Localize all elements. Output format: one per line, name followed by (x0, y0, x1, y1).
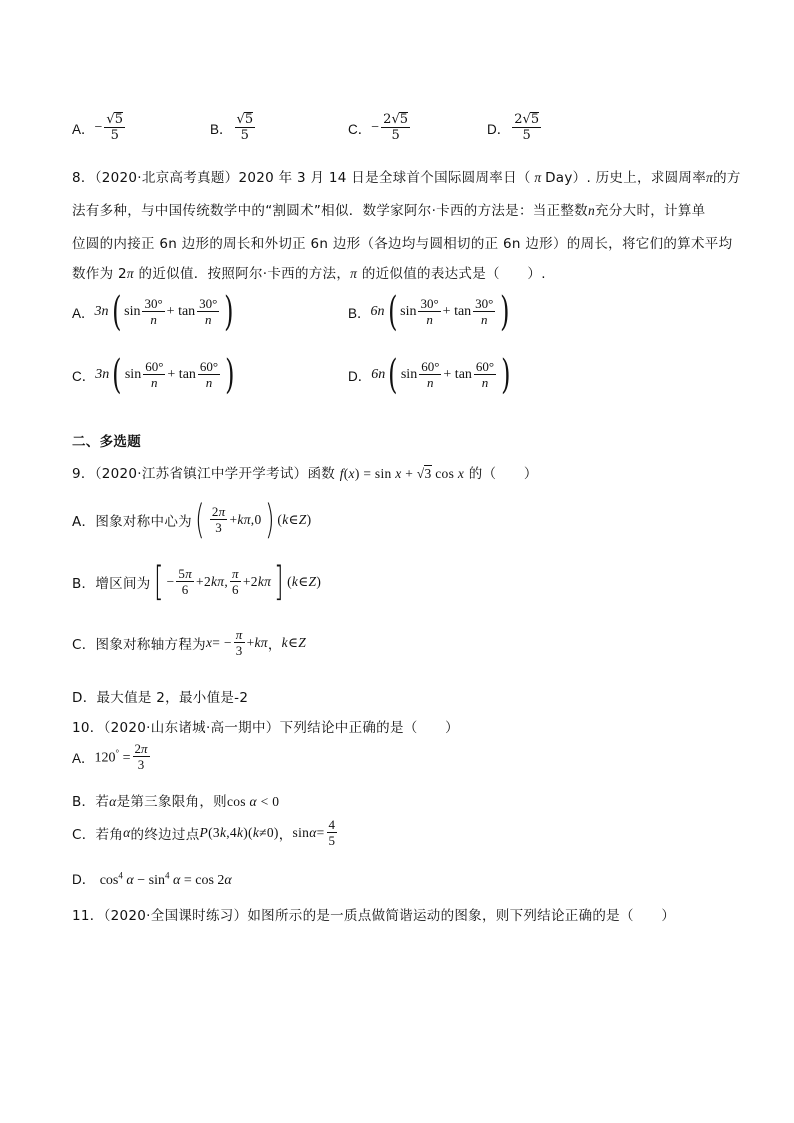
q9-option-d: D．最大值是 2，最小值是-2 (72, 690, 249, 706)
q9-stem: 9．（2020·江苏省镇江中学开学考试）函数 f(x) = sin x + √3 cos x 的（ ） (72, 466, 538, 482)
q8-option-b: B． 6n ( sin $\frac{30^\circ}{n}$ + tan $\frac{30^\circ}{n}$ ) (348, 289, 510, 335)
fraction: $\frac{√5}{5}$ (236, 112, 254, 144)
q9-option-a: A．图象对称中心为 ( $\frac{2\pi}{3}$ + kπ ,0 ) ( k ∈ Z ) (72, 497, 312, 543)
option-label: B． (210, 121, 233, 137)
section-title: 二、多选题 (72, 434, 141, 450)
q10-option-d: D． $\cos^4 \alpha - \sin^4 \alpha = \cos 2\alpha$ (72, 870, 232, 888)
option-label: D． (487, 121, 511, 137)
q9-option-c: C．图象对称轴方程为 x = − $\frac{\pi}{3}$ + kπ ， k ∈ Z (72, 627, 307, 659)
option-label: A． (72, 121, 95, 137)
q7-option-c (348, 112, 412, 144)
q11-stem: 11．（2020·全国课时练习）如图所示的是一质点做简谐运动的图象，则下列结论正确的是（ ） (72, 908, 676, 924)
q8-line-1: 8．（2020·北京高考真题）2020 年 3 月 14 日是全球首个国际圆周率日（ π Day）. 历史上，求圆周率π的方 (72, 170, 741, 186)
q9-option-b: B．增区间为 [ − $\frac{5\pi}{6}$ +2 kπ , $\frac{\pi}{6}$ +2 kπ ] ( k ∈ Z ) (72, 559, 322, 605)
minus-sign: − (94, 119, 103, 135)
fraction: $\frac{√5}{5}$ (106, 112, 123, 144)
q10-stem: 10．（2020·山东诸城·高一期中）下列结论中正确的是（ ） (72, 720, 459, 736)
q10-option-a: A． 120° = $\frac{2\pi}{3}$ (72, 741, 148, 773)
q7-option-b (210, 112, 257, 144)
option-label: C． (348, 121, 372, 137)
q10-option-b: B．若α是第三象限角，则cos α < 0 (72, 794, 280, 810)
q7-option-a (72, 112, 127, 144)
q8-line-4: 数作为 2π 的近似值．按照阿尔·卡西的方法，π 的近似值的表达式是（ ）. (72, 266, 546, 282)
q7-option-d (487, 112, 543, 144)
q8-line-3: 位圆的内接正 6n 边形的周长和外切正 6n 边形（各边均与圆相切的正 6n 边形）的周长，将它们的算术平均 (72, 236, 733, 252)
q10-option-c: C．若角 α 的终边过点 P (3 k ,4 k )( k ≠0) ， sin α = $\frac{4}{5}$ (72, 817, 336, 849)
minus-sign: − (371, 119, 380, 135)
q8-option-a: A． 3n ( sin $\frac{30^\circ}{n}$ + tan $\frac{30^\circ}{n}$ ) (72, 289, 234, 335)
q8-line-2: 法有多种，与中国传统数学中的“割圆术”相似．数学家阿尔·卡西的方法是：当正整数n充分大时，计算单 (72, 203, 706, 219)
q8-option-d: D． 6n ( sin $\frac{60^\circ}{n}$ + tan $\frac{60^\circ}{n}$ ) (348, 352, 511, 398)
fraction: $\frac{2√5}{5}$ (383, 112, 409, 144)
q8-option-c: C． 3n ( sin $\frac{60^\circ}{n}$ + tan $\frac{60^\circ}{n}$ ) (72, 352, 235, 398)
fraction: $\frac{2√5}{5}$ (514, 112, 540, 144)
